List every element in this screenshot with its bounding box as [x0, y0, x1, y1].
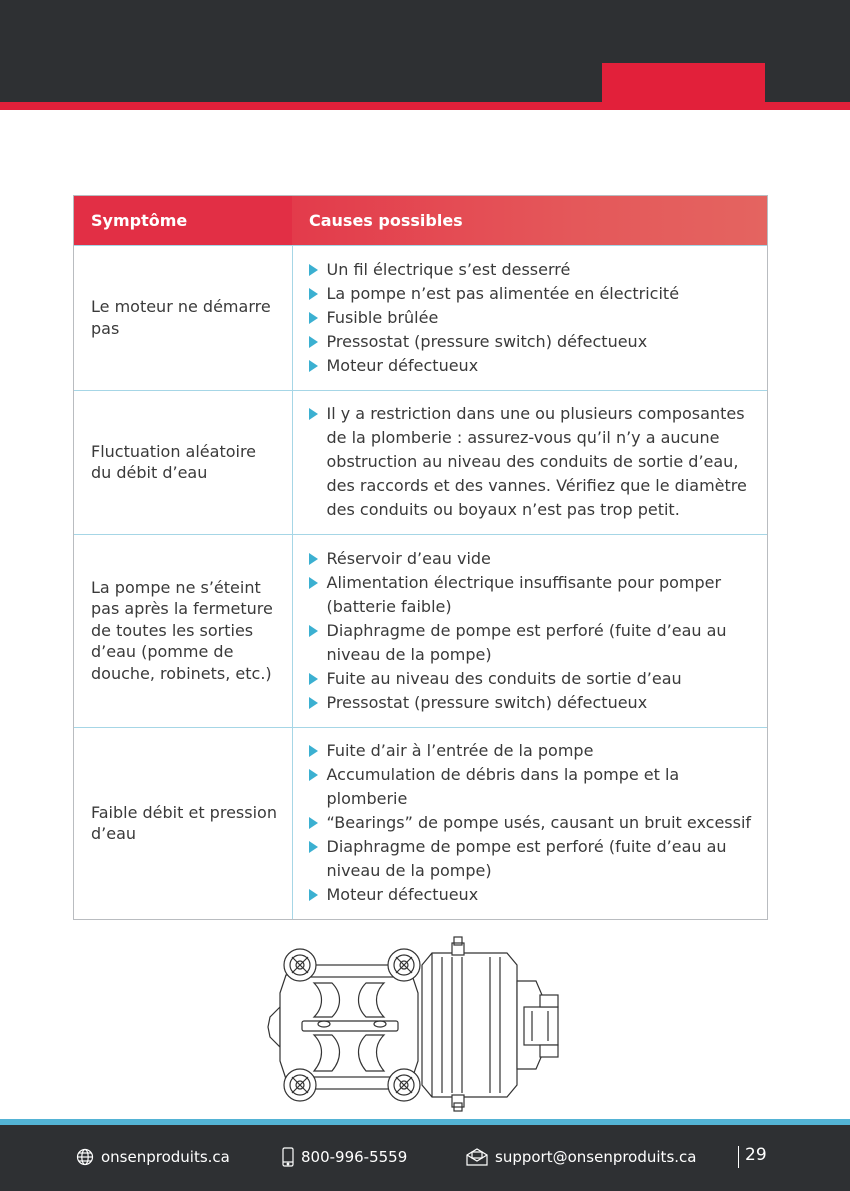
cause-item: Pressostat (pressure switch) défectueux	[307, 691, 756, 715]
cause-item: “Bearings” de pompe usés, causant un bruit excessif	[307, 811, 756, 835]
footer-email[interactable]	[466, 1147, 696, 1167]
page-number: 29	[745, 1145, 767, 1165]
symptom-cell: Faible débit et pression d’eau	[74, 727, 292, 919]
symptom-cell: Fluctuation aléatoire du débit d’eau	[74, 390, 292, 534]
cause-item: Moteur défectueux	[307, 354, 756, 378]
mail-icon	[466, 1148, 488, 1166]
cause-item: Pressostat (pressure switch) défectueux	[307, 330, 756, 354]
column-header-symptom: Symptôme	[74, 196, 292, 245]
cause-item: Un fil électrique s’est desserré	[307, 258, 756, 282]
symptom-cell: Le moteur ne démarre pas	[74, 245, 292, 390]
cause-item: Diaphragme de pompe est perforé (fuite d’eau au niveau de la pompe)	[307, 835, 756, 883]
causes-cell	[292, 534, 767, 727]
footer-separator	[738, 1146, 739, 1168]
header-accent-tab	[602, 63, 765, 103]
header-accent-line	[0, 102, 850, 110]
table-row	[74, 245, 767, 390]
cause-item: Accumulation de débris dans la pompe et la plomberie	[307, 763, 756, 811]
causes-cell	[292, 245, 767, 390]
troubleshooting-table	[73, 195, 768, 920]
footer	[0, 1125, 850, 1191]
cause-item: La pompe n’est pas alimentée en électricité	[307, 282, 756, 306]
column-header-causes: Causes possibles	[292, 196, 767, 245]
globe-icon	[76, 1148, 94, 1166]
cause-item: Réservoir d’eau vide	[307, 547, 756, 571]
cause-item: Fusible brûlée	[307, 306, 756, 330]
footer-website[interactable]	[76, 1147, 230, 1167]
causes-cell	[292, 390, 767, 534]
pump-diagram	[262, 935, 567, 1113]
cause-item: Alimentation électrique insuffisante pour pomper (batterie faible)	[307, 571, 756, 619]
phone-text: 800-996-5559	[301, 1148, 408, 1166]
table-row	[74, 390, 767, 534]
cause-item: Diaphragme de pompe est perforé (fuite d’eau au niveau de la pompe)	[307, 619, 756, 667]
symptom-cell: La pompe ne s’éteint pas après la fermeture de toutes les sorties d’eau (pomme de douche, robinets, etc.)	[74, 534, 292, 727]
cause-item: Fuite d’air à l’entrée de la pompe	[307, 739, 756, 763]
footer-phone[interactable]	[282, 1147, 407, 1167]
website-text: onsenproduits.ca	[101, 1148, 230, 1166]
phone-icon	[282, 1147, 294, 1167]
causes-cell	[292, 727, 767, 919]
table-row	[74, 727, 767, 919]
cause-item: Fuite au niveau des conduits de sortie d’eau	[307, 667, 756, 691]
cause-item: Il y a restriction dans une ou plusieurs composantes de la plomberie : assurez-vous qu’il n’y a aucune obstruction au niveau des conduits de sortie d’eau, des raccords et des vannes. Vérifiez que le diamètre des conduits ou boyaux n’est pas trop petit.	[307, 402, 756, 522]
email-text: support@onsenproduits.ca	[495, 1148, 697, 1166]
cause-item: Moteur défectueux	[307, 883, 756, 907]
table-row	[74, 534, 767, 727]
